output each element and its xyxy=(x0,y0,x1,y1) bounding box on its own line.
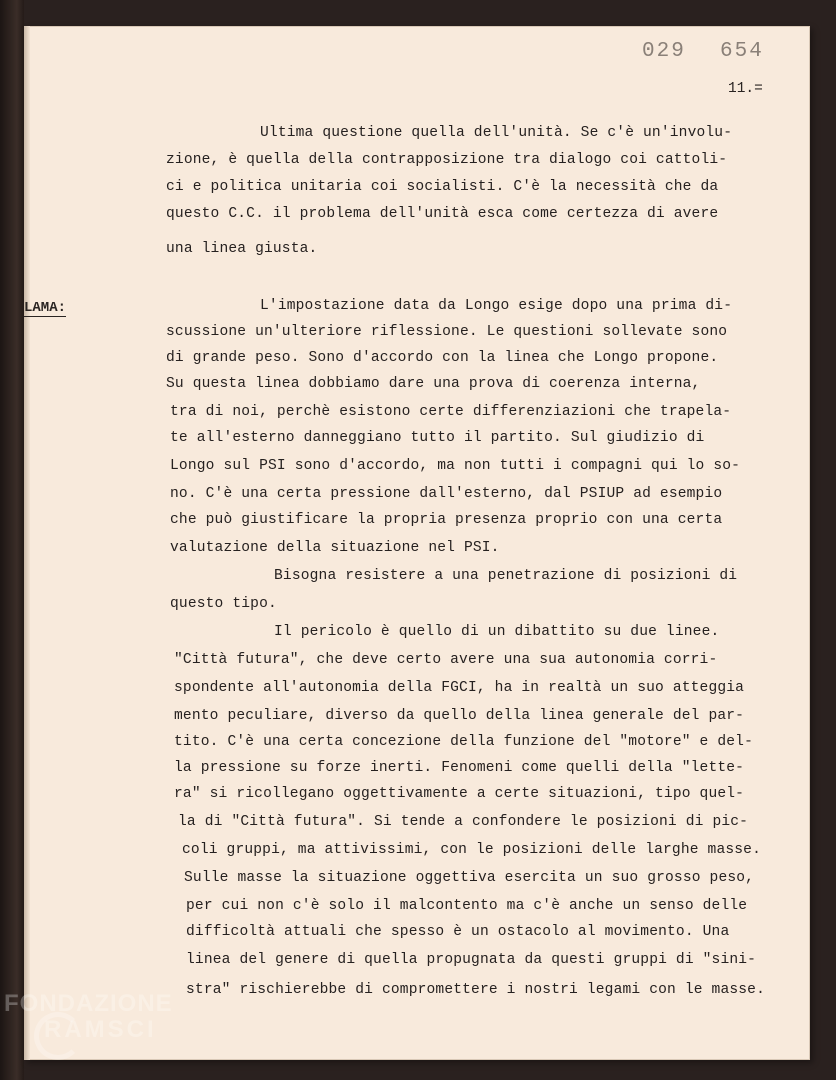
text-line: tito. C'è una certa concezione della funzione del "motore" e del- xyxy=(174,734,753,750)
text-line: Bisogna resistere a una penetrazione di posizioni di xyxy=(274,568,738,584)
text-line: ra" si ricollegano oggettivamente a certe situazioni, tipo quel- xyxy=(174,786,745,802)
text-line: per cui non c'è solo il malcontento ma c'è anche un senso delle xyxy=(186,898,748,914)
text-line: zione, è quella della contrapposizione tra dialogo coi cattoli- xyxy=(166,152,728,168)
page-edge-shadow xyxy=(24,26,30,1060)
text-line: la di "Città futura". Si tende a confondere le posizioni di pic- xyxy=(178,814,749,830)
text-line: scussione un'ulteriore riflessione. Le questioni sollevate sono xyxy=(166,324,728,340)
text-line: linea del genere di quella propugnata da questi gruppi di "sini- xyxy=(186,952,757,968)
text-line: no. C'è una certa pressione dall'esterno, dal PSIUP ad esempio xyxy=(170,486,723,502)
binder-strip xyxy=(0,0,24,1080)
text-line: la pressione su forze inerti. Fenomeni come quelli della "lette- xyxy=(174,760,745,776)
speaker-label-lama: LAMA: xyxy=(24,300,67,316)
archive-serial-right: 654 xyxy=(720,40,764,63)
watermark-line2: RAMSCI xyxy=(44,1016,157,1043)
text-line: Sulle masse la situazione oggettiva esercita un suo grosso peso, xyxy=(184,870,755,886)
page-number: 11.= xyxy=(728,81,763,97)
text-line: coli gruppi, ma attivissimi, con le posizioni delle larghe masse. xyxy=(182,842,761,858)
text-line: una linea giusta. xyxy=(166,241,318,257)
text-line: stra" rischierebbe di compromettere i nostri legami con le masse. xyxy=(186,982,765,998)
text-line: Il pericolo è quello di un dibattito su due linee. xyxy=(274,624,720,640)
text-line: che può giustificare la propria presenza proprio con una certa xyxy=(170,512,723,528)
text-line: questo C.C. il problema dell'unità esca come certezza di avere xyxy=(166,206,719,222)
text-line: Longo sul PSI sono d'accordo, ma non tutti i compagni qui lo so- xyxy=(170,458,741,474)
text-line: valutazione della situazione nel PSI. xyxy=(170,540,500,556)
text-line: tra di noi, perchè esistono certe differenziazioni che trapela- xyxy=(170,404,732,420)
text-line: ci e politica unitaria coi socialisti. C'è la necessità che da xyxy=(166,179,719,195)
text-line: difficoltà attuali che spesso è un ostacolo al movimento. Una xyxy=(186,924,730,940)
watermark-line1: FONDAZIONE xyxy=(4,990,173,1017)
text-line: spondente all'autonomia della FGCI, ha in realtà un suo atteggia xyxy=(174,680,745,696)
text-line: "Città futura", che deve certo avere una sua autonomia corri- xyxy=(174,652,718,668)
watermark-logo xyxy=(4,990,224,1070)
text-line: L'impostazione data da Longo esige dopo una prima di- xyxy=(260,298,733,314)
archive-serial-left: 029 xyxy=(642,40,686,63)
text-line: questo tipo. xyxy=(170,596,277,612)
document-page xyxy=(24,26,810,1060)
text-line: mento peculiare, diverso da quello della linea generale del par- xyxy=(174,708,745,724)
text-line: Ultima questione quella dell'unità. Se c'è un'involu- xyxy=(260,125,733,141)
text-line: Su questa linea dobbiamo dare una prova di coerenza interna, xyxy=(166,376,701,392)
text-line: te all'esterno danneggiano tutto il partito. Sul giudizio di xyxy=(170,430,705,446)
text-line: di grande peso. Sono d'accordo con la linea che Longo propone. xyxy=(166,350,719,366)
